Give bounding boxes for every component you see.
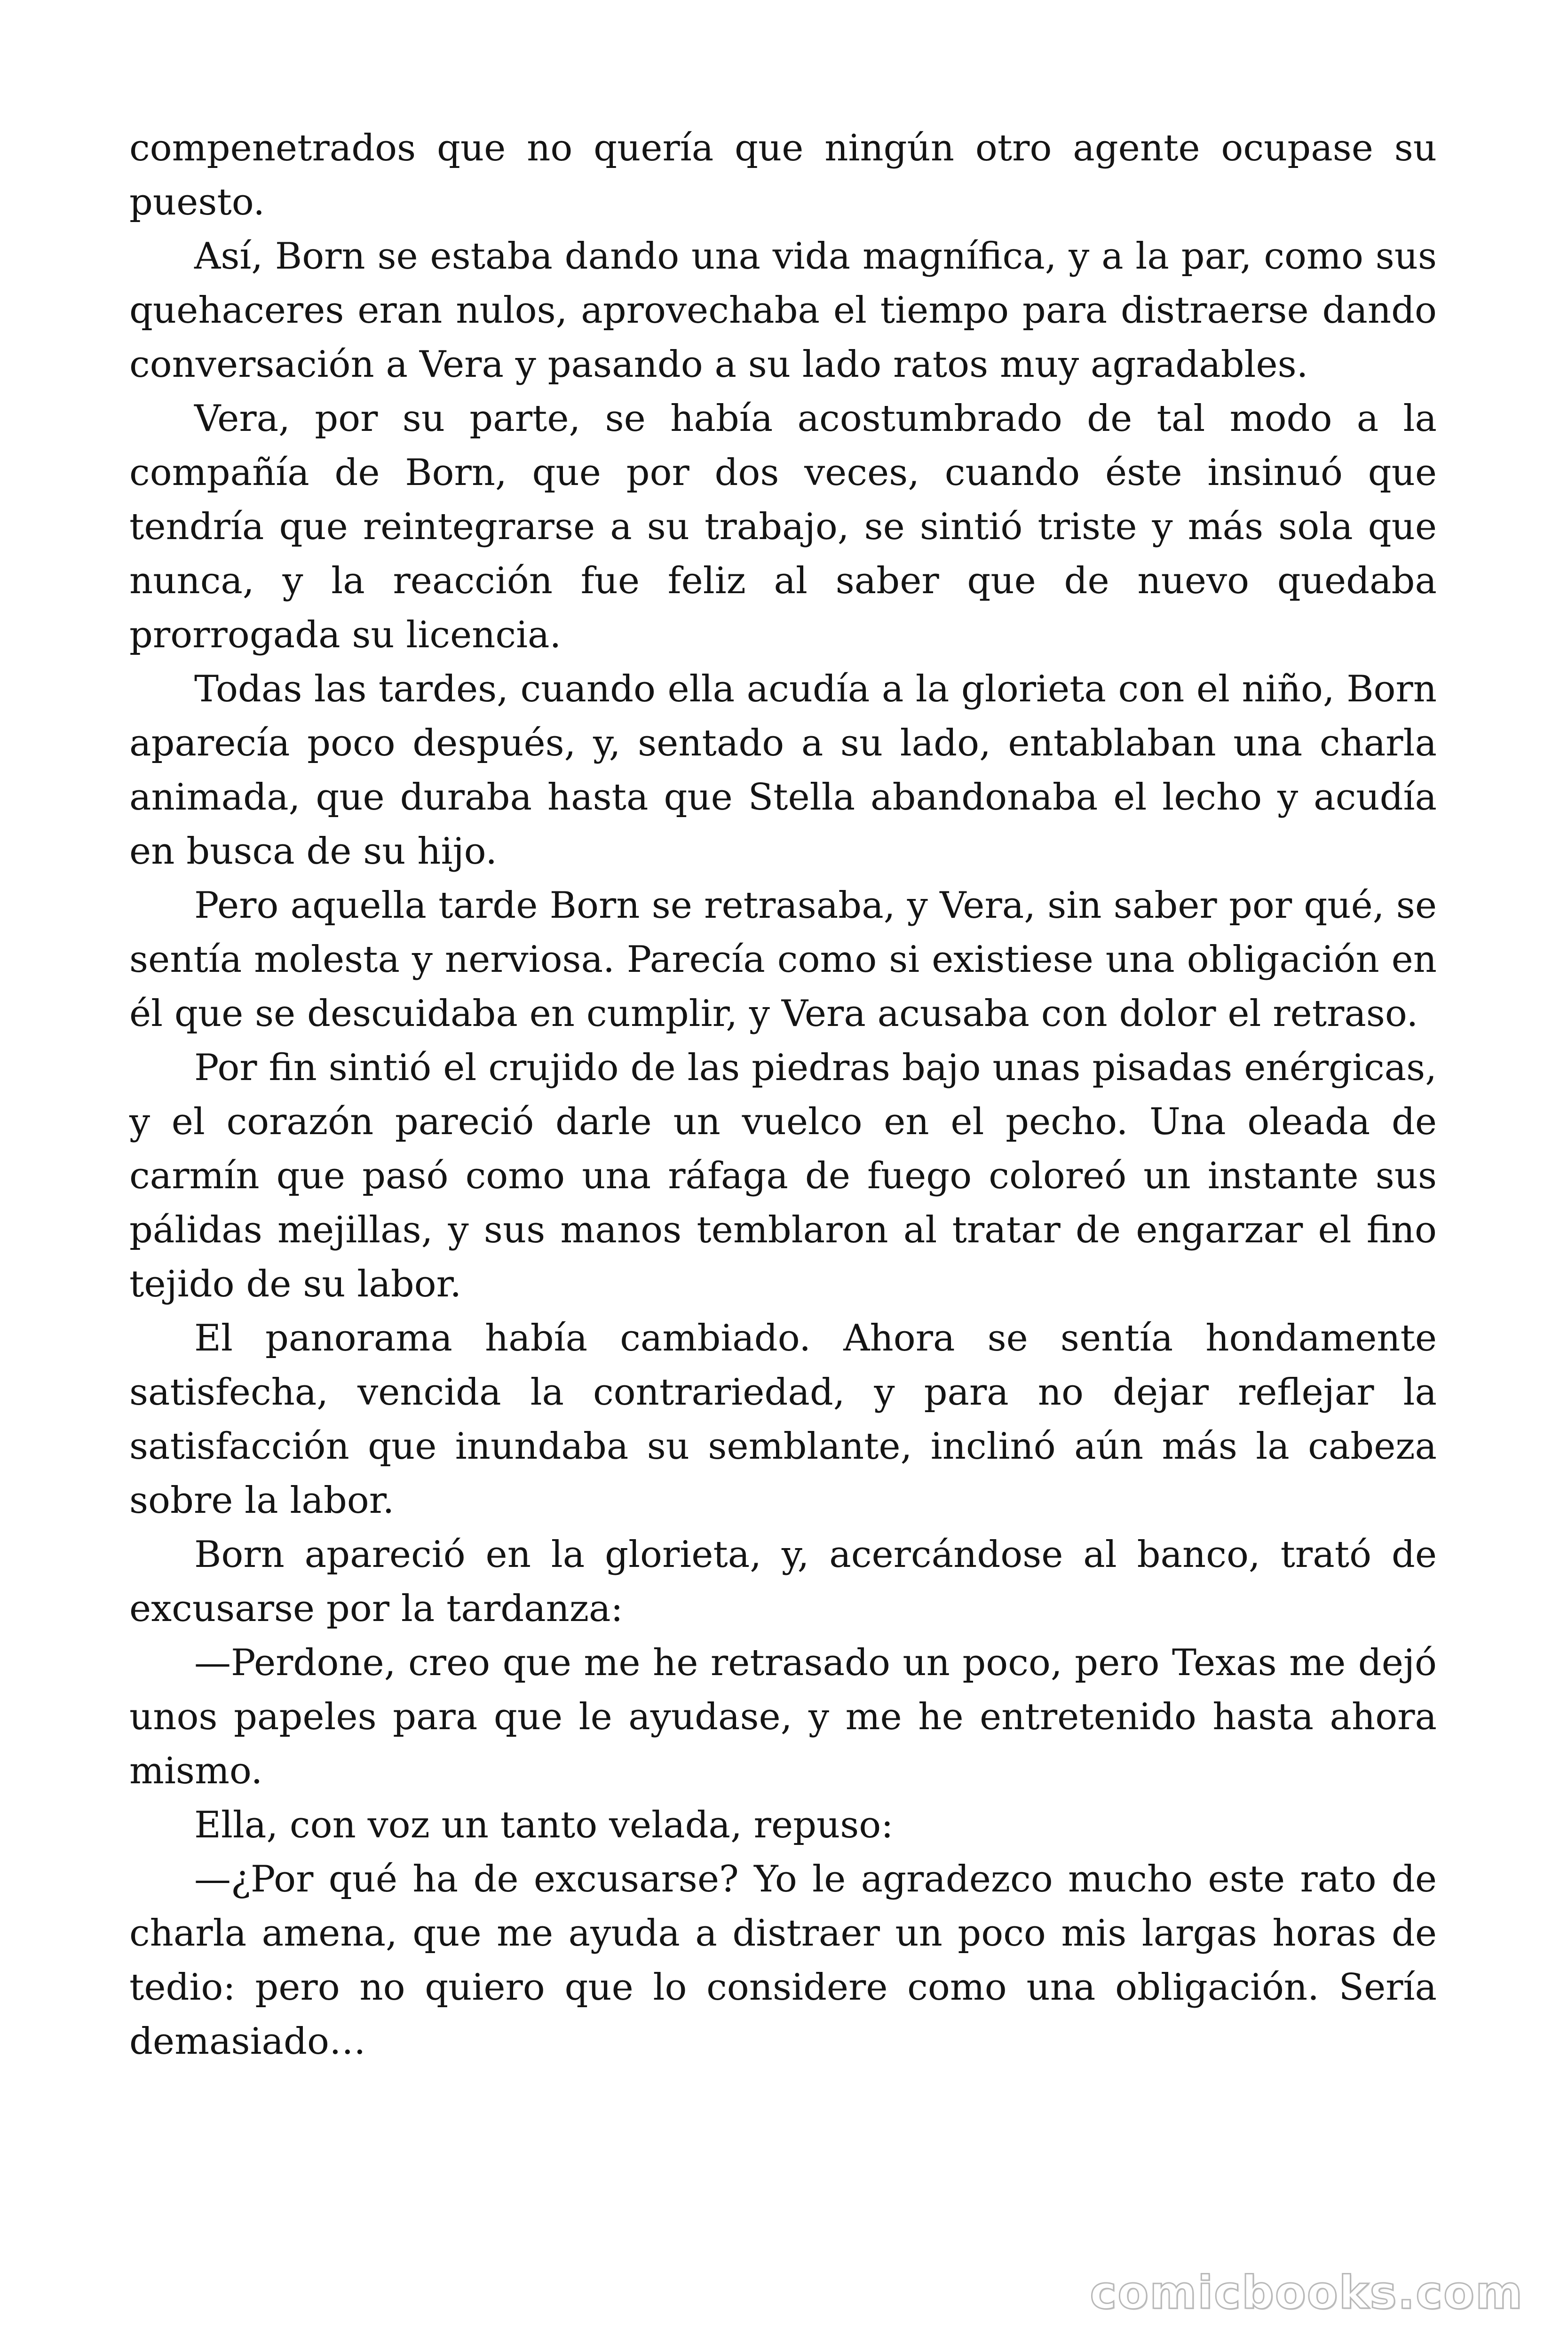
paragraph-8: Born apareció en la glorieta, y, acercándose al banco, trató de excusarse por la tardanza: <box>129 1534 1437 1630</box>
page-body <box>129 121 1437 2069</box>
paragraph-7: El panorama había cambiado. Ahora se sentía hondamente satisfecha, vencida la contrariedad, y para no dejar reflejar la satisfacción que inundaba su semblante, inclinó aún más la cabeza sobre la labor. <box>129 1317 1437 1522</box>
paragraph-4: Todas las tardes, cuando ella acudía a la glorieta con el niño, Born aparecía poco después, y, sentado a su lado, entablaban una charla animada, que duraba hasta que Stella abandonaba el lecho y acudía en busca de su hijo. <box>129 668 1437 873</box>
paragraph-1: compenetrados que no quería que ningún otro agente ocupase su puesto. <box>129 127 1437 223</box>
watermark: comicbooks.com <box>1090 2266 1523 2319</box>
paragraph-3: Vera, por su parte, se había acostumbrado de tal modo a la compañía de Born, que por dos veces, cuando éste insinuó que tendría que reintegrarse a su trabajo, se sintió triste y más sola que nunca, y la reacción fue feliz al saber que de nuevo quedaba prorrogada su licencia. <box>129 397 1437 656</box>
paragraph-11: —¿Por qué ha de excusarse? Yo le agradezco mucho este rato de charla amena, que me ayuda a distraer un poco mis largas horas de tedio: pero no quiero que lo considere como una obligación. Sería demasiado… <box>129 1858 1437 2063</box>
paragraph-10: Ella, con voz un tanto velada, repuso: <box>194 1804 894 1846</box>
paragraph-5: Pero aquella tarde Born se retrasaba, y Vera, sin saber por qué, se sentía molesta y nerviosa. Parecía como si existiese una obligación en él que se descuidaba en cumplir, y Vera acusaba con dolor el retraso. <box>129 884 1437 1035</box>
paragraph-9: —Perdone, creo que me he retrasado un poco, pero Texas me dejó unos papeles para que le ayudase, y me he entretenido hasta ahora mismo. <box>129 1642 1437 1792</box>
paragraph-6: Por fin sintió el crujido de las piedras bajo unas pisadas enérgicas, y el corazón pareció darle un vuelco en el pecho. Una oleada de carmín que pasó como una ráfaga de fuego coloreó un instante sus pálidas mejillas, y sus manos temblaron al tratar de engarzar el fino tejido de su labor. <box>129 1047 1437 1305</box>
paragraph-2: Así, Born se estaba dando una vida magnífica, y a la par, como sus quehaceres eran nulos, aprovechaba el tiempo para distraerse dando conversación a Vera y pasando a su lado ratos muy agradables. <box>129 235 1437 386</box>
